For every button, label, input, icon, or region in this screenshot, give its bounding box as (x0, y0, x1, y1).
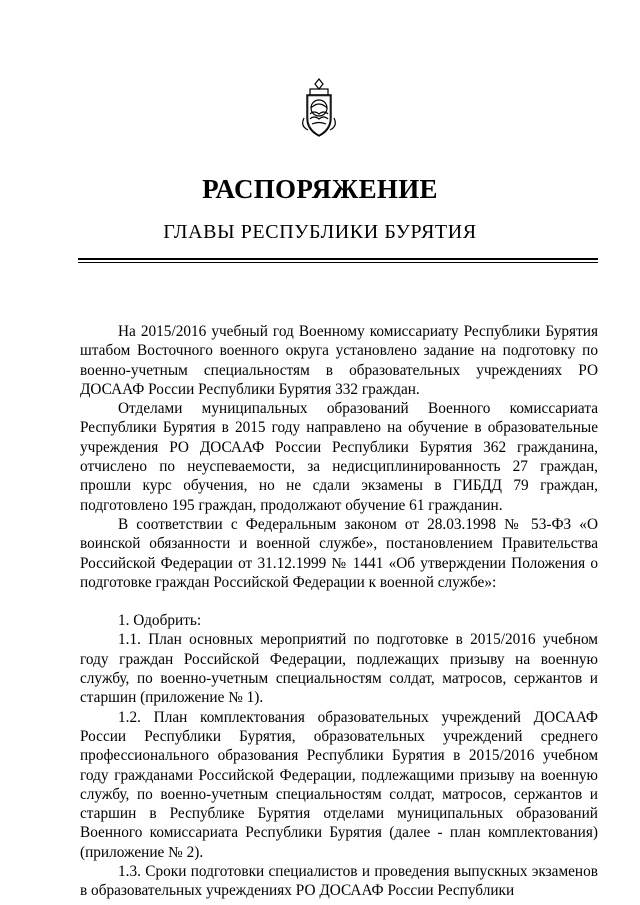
paragraph-item-1-2: 1.2. План комплектования образовательных учреждений ДОСААФ России Республики Бурятия, образовательных учреждений среднего профессионального образования Республики Бурятия в 2015/2016 учебном году гражданами Российской Федерации, подлежащими призыву на военную службу, по военно-учетным специальностям солдат, матросов, сержантов и старшин в Республике Бурятия отделами муниципальных образований Военного комиссариата Республики Бурятия (далее - план комплектования) (приложение № 2). (80, 708, 598, 861)
document-subtitle: ГЛАВЫ РЕСПУБЛИКИ БУРЯТИЯ (163, 221, 477, 243)
paragraph-legal-basis: В соответствии с Федеральным законом от 28.03.1998 № 53-ФЗ «О воинской обязанности и военной службе», постановлением Правительства Российской Федерации от 31.12.1999 № 1441 «Об утверждении Положения о подготовке граждан Российской Федерации к военной службе»: (80, 515, 598, 591)
header-divider-thick (78, 258, 598, 260)
paragraph-item-1: 1. Одобрить: (118, 612, 202, 630)
paragraph-statistics: Отделами муниципальных образований Военного комиссариата Республики Бурятия в 2015 году направлено на обучение в образовательные учреждения РО ДОСААФ России Республики Бурятия 362 гражданина, отчислено по неуспеваемости, за недисциплинированность 27 граждан, прошли курс обучения, но не сдали экзамены в ГИБДД 79 граждан, подготовлено 195 граждан, продолжают обучение 61 гражданин. (80, 400, 598, 514)
header-divider-thin (78, 262, 598, 263)
paragraph-item-1-1: 1.1. План основных мероприятий по подготовке в 2015/2016 учебном году граждан Российской Федерации, подлежащих призыву на военную службу, по военно-учетным специальностям солдат, матросов, сержантов и старшин (приложение № 1). (80, 631, 598, 707)
document-body (80, 322, 598, 901)
coat-of-arms-emblem (296, 78, 342, 138)
document-title: РАСПОРЯЖЕНИЕ (202, 174, 438, 204)
paragraph-item-1-3: 1.3. Сроки подготовки специалистов и проведения выпускных экзаменов в образовательных учреждениях РО ДОСААФ России Республики (80, 863, 598, 900)
paragraph-assignment: На 2015/2016 учебный год Военному комиссариату Республики Бурятия штабом Восточного военного округа установлено задание на подготовку по военно-учетным специальностям в образовательных учреждениях РО ДОСААФ России Республики Бурятия 332 граждан. (80, 323, 598, 398)
